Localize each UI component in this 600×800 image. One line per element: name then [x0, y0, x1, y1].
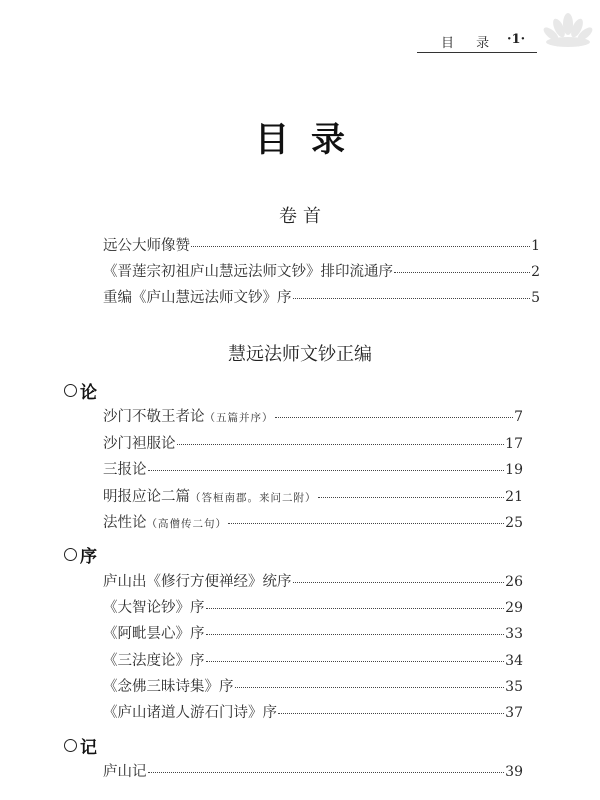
toc-entry-page: 34: [505, 653, 523, 669]
toc-entry-label: 《阿毗昙心》序: [103, 626, 205, 642]
toc-entry-page: 5: [531, 290, 540, 306]
toc-entry-note: （五篇并序）: [204, 412, 274, 424]
toc-entry[interactable]: [103, 458, 523, 480]
dot-leader: [235, 687, 505, 688]
dot-leader: [191, 246, 530, 247]
category-label: 记: [80, 738, 97, 758]
page-title: 目录: [255, 120, 367, 160]
toc-entry-label: 《三法度论》序: [103, 653, 205, 669]
toc-entry-note: （高僧传二句）: [146, 518, 227, 530]
toc-entry[interactable]: [103, 760, 523, 782]
toc-entry-page: 7: [514, 409, 523, 425]
section-title-main: 慧远法师文钞正编: [228, 344, 372, 365]
toc-entry-label: 三报论: [103, 462, 147, 478]
circle-bullet-icon: [64, 739, 77, 752]
toc-entry-label: 重编《庐山慧远法师文钞》序: [103, 290, 292, 306]
toc-entry[interactable]: [103, 675, 523, 697]
dot-leader: [278, 713, 504, 714]
toc-entry-page: 19: [505, 462, 523, 478]
dot-leader: [293, 582, 505, 583]
toc-entry-label: 《念佛三昧诗集》序: [103, 679, 234, 695]
dot-leader: [148, 470, 505, 471]
dot-leader: [318, 497, 505, 498]
toc-entry-page: 35: [505, 679, 523, 695]
toc-entry-page: 17: [505, 436, 523, 452]
toc-entry-label: 明报应论二篇: [103, 489, 190, 505]
toc-entry-label: 庐山记: [103, 764, 147, 780]
toc-entry[interactable]: [103, 485, 523, 507]
toc-entry-page: 21: [505, 489, 523, 505]
running-header: [417, 30, 537, 53]
dot-leader: [394, 272, 530, 273]
category-heading-xu: [64, 542, 97, 567]
toc-entry-label: 《大智论钞》序: [103, 600, 205, 616]
toc-entry-page: 37: [505, 705, 523, 721]
toc-entry-page: 39: [505, 764, 523, 780]
toc-entry-page: 26: [505, 574, 523, 590]
circle-bullet-icon: [64, 384, 77, 397]
toc-entry[interactable]: [103, 570, 523, 592]
toc-entry-label: 《庐山诸道人游石门诗》序: [103, 705, 277, 721]
toc-entry[interactable]: [103, 432, 523, 454]
category-label: 序: [80, 547, 97, 567]
toc-entry-page: 2: [531, 264, 540, 280]
dot-leader: [206, 661, 505, 662]
running-header-page-number: ·1·: [507, 32, 526, 47]
circle-bullet-icon: [64, 548, 77, 561]
toc-entry-label: 沙门袒服论: [103, 436, 176, 452]
toc-entry-label: 法性论: [103, 515, 147, 531]
toc-entry-page: 25: [505, 515, 523, 531]
toc-entry[interactable]: [103, 596, 523, 618]
dot-leader: [177, 444, 505, 445]
dot-leader: [148, 772, 505, 773]
toc-entry[interactable]: [103, 622, 523, 644]
toc-entry[interactable]: [103, 260, 540, 282]
category-heading-lun: [64, 378, 97, 403]
lotus-icon: [540, 8, 596, 52]
category-label: 论: [80, 383, 97, 403]
toc-entry-page: 29: [505, 600, 523, 616]
dot-leader: [293, 298, 531, 299]
toc-entry[interactable]: [103, 405, 523, 427]
toc-entry-label: 庐山出《修行方便禅经》统序: [103, 574, 292, 590]
toc-entry[interactable]: [103, 286, 540, 308]
dot-leader: [206, 634, 505, 635]
toc-entry-label: 《晋莲宗初祖庐山慧远法师文钞》排印流通序: [103, 264, 393, 280]
toc-entry-label: 沙门不敬王者论: [103, 409, 205, 425]
toc-entry-note: （答桓南郡。来问二附）: [190, 492, 317, 504]
category-heading-ji: [64, 733, 97, 758]
toc-entry-page: 33: [505, 626, 523, 642]
running-header-title: 目 录: [441, 36, 499, 51]
toc-entry[interactable]: [103, 649, 523, 671]
dot-leader: [228, 523, 504, 524]
toc-entry-label: 远公大师像赞: [103, 238, 190, 254]
dot-leader: [275, 417, 514, 418]
toc-entry[interactable]: [103, 234, 540, 256]
dot-leader: [206, 608, 505, 609]
toc-entry-page: 1: [531, 238, 540, 254]
section-title-front: 卷首: [279, 206, 327, 227]
toc-entry[interactable]: [103, 701, 523, 723]
toc-entry[interactable]: [103, 511, 523, 533]
